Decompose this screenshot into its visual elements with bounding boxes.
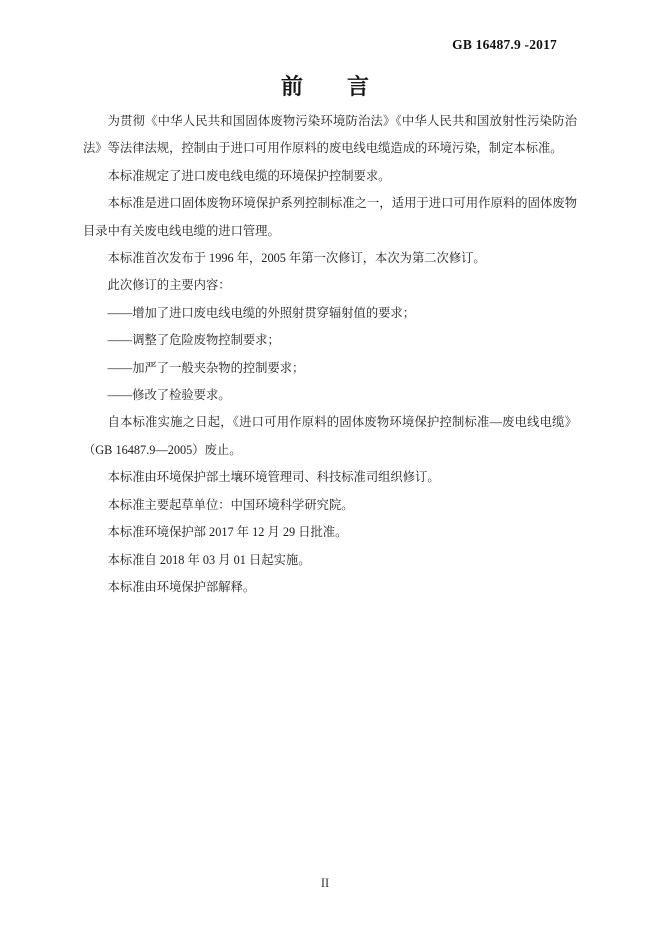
foreword-paragraph: 为贯彻《中华人民共和国固体废物污染环境防治法》《中华人民共和国放射性污染防治法》等法律法规，控制由于进口可用作原料的废电线电缆造成的环境污染，制定本标准。 (83, 114, 577, 156)
foreword-paragraph: 本标准是进口固体废物环境保护系列控制标准之一，适用于进口可用作原料的固体废物目录中有关废电线电缆的进口管理。 (83, 196, 577, 238)
foreword-paragraph: 本标准由环境保护部土壤环境管理司、科技标准司组织修订。 (107, 470, 440, 485)
foreword-paragraph: 本标准规定了进口废电线电缆的环境保护控制要求。 (107, 168, 391, 183)
foreword-paragraph: 本标准主要起草单位：中国环境科学研究院。 (107, 497, 354, 512)
standard-number: GB 16487.9 -2017 (452, 37, 557, 52)
foreword-paragraph: 本标准环境保护部 2017 年 12 月 29 日批准。 (107, 525, 348, 540)
foreword-paragraph: 本标准自 2018 年 03 月 01 日起实施。 (107, 552, 311, 567)
page-number: II (320, 876, 330, 890)
foreword-paragraph: 本标准首次发布于 1996 年，2005 年第一次修订，本次为第二次修订。 (107, 251, 486, 266)
foreword-revision-item: ——增加了进口废电线电缆的外照射贯穿辐射值的要求； (107, 305, 416, 320)
foreword-paragraph: 此次修订的主要内容： (107, 278, 231, 293)
page-title: 前 言 (280, 74, 369, 99)
foreword-revision-item: ——修改了检验要求。 (107, 388, 231, 403)
foreword-body (83, 108, 577, 601)
foreword-paragraph: 本标准由环境保护部解释。 (107, 579, 256, 594)
foreword-paragraph: 自本标准实施之日起，《进口可用作原料的固体废物环境保护控制标准—废电线电缆》（GB 16487.9—2005）废止。 (83, 415, 577, 457)
foreword-revision-item: ——调整了危险废物控制要求； (107, 333, 280, 348)
foreword-revision-item: ——加严了一般夹杂物的控制要求； (107, 360, 305, 375)
